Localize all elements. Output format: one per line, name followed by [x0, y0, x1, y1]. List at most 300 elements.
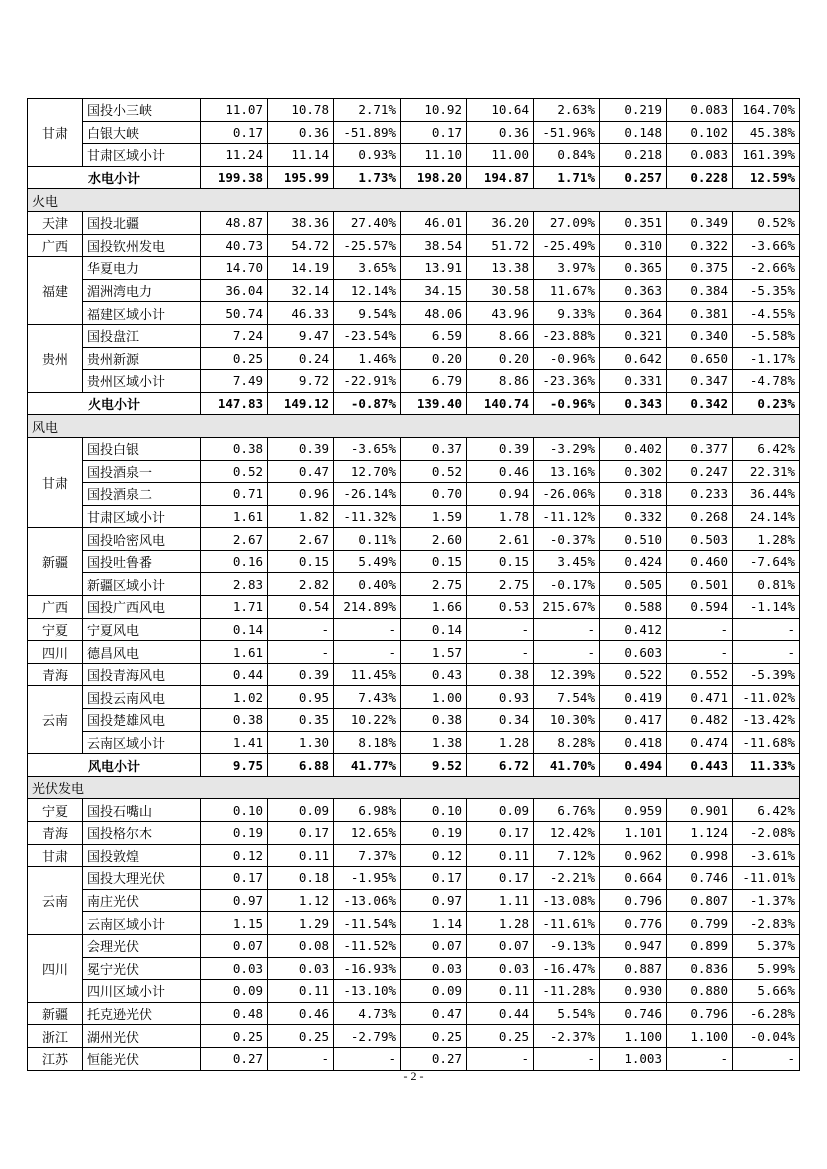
value-cell: 1.71: [201, 596, 268, 619]
value-cell: 0.09: [401, 980, 467, 1003]
plant-name: 国投楚雄风电: [83, 709, 201, 732]
value-cell: 2.75: [401, 573, 467, 596]
table-row: [28, 257, 800, 280]
value-cell: 0.15: [401, 550, 467, 573]
section-title: 风电: [28, 415, 800, 438]
value-cell: 0.38: [201, 709, 268, 732]
value-cell: -1.37%: [733, 889, 800, 912]
value-cell: 0.424: [600, 550, 667, 573]
value-cell: 27.09%: [534, 211, 600, 234]
value-cell: 7.37%: [334, 844, 401, 867]
value-cell: 0.10: [201, 799, 268, 822]
value-cell: 12.39%: [534, 663, 600, 686]
value-cell: 0.460: [667, 550, 733, 573]
value-cell: 0.18: [268, 867, 334, 890]
value-cell: 0.494: [600, 754, 667, 777]
plant-name: 贵州区域小计: [83, 370, 201, 393]
value-cell: 9.33%: [534, 302, 600, 325]
plant-name: 国投敦煌: [83, 844, 201, 867]
value-cell: -23.54%: [334, 324, 401, 347]
value-cell: 0.11: [467, 844, 534, 867]
value-cell: 0.03: [268, 957, 334, 980]
table-row: [28, 279, 800, 302]
plant-name: 贵州新源: [83, 347, 201, 370]
value-cell: 10.30%: [534, 709, 600, 732]
province-cell: 浙江: [28, 1025, 83, 1048]
value-cell: 0.44: [201, 663, 268, 686]
value-cell: 0.349: [667, 211, 733, 234]
value-cell: 0.36: [467, 121, 534, 144]
table-row: [28, 121, 800, 144]
value-cell: 0.36: [268, 121, 334, 144]
province-cell: 宁夏: [28, 799, 83, 822]
table-row: [28, 550, 800, 573]
value-cell: 1.30: [268, 731, 334, 754]
value-cell: 0.07: [201, 934, 268, 957]
value-cell: 194.87: [467, 166, 534, 189]
value-cell: 0.417: [600, 709, 667, 732]
table-row: [28, 822, 800, 845]
value-cell: 36.04: [201, 279, 268, 302]
value-cell: 0.268: [667, 505, 733, 528]
plant-name: 湖州光伏: [83, 1025, 201, 1048]
value-cell: 1.61: [201, 505, 268, 528]
value-cell: 9.75: [201, 754, 268, 777]
plant-name: 南庄光伏: [83, 889, 201, 912]
value-cell: 2.83: [201, 573, 268, 596]
value-cell: -23.88%: [534, 324, 600, 347]
plant-name: 国投钦州发电: [83, 234, 201, 257]
value-cell: 11.24: [201, 144, 268, 167]
value-cell: -25.57%: [334, 234, 401, 257]
table-row: [28, 596, 800, 619]
value-cell: -: [268, 1047, 334, 1070]
value-cell: 1.100: [600, 1025, 667, 1048]
value-cell: 1.15: [201, 912, 268, 935]
value-cell: 6.59: [401, 324, 467, 347]
value-cell: 140.74: [467, 392, 534, 415]
value-cell: 0.03: [401, 957, 467, 980]
value-cell: -11.61%: [534, 912, 600, 935]
value-cell: -6.28%: [733, 1002, 800, 1025]
value-cell: 0.233: [667, 483, 733, 506]
value-cell: -11.02%: [733, 686, 800, 709]
plant-name: 国投北疆: [83, 211, 201, 234]
value-cell: 0.930: [600, 980, 667, 1003]
value-cell: -26.06%: [534, 483, 600, 506]
value-cell: 0.35: [268, 709, 334, 732]
value-cell: 0.15: [268, 550, 334, 573]
value-cell: 46.33: [268, 302, 334, 325]
value-cell: 0.083: [667, 99, 733, 122]
province-cell: 甘肃: [28, 844, 83, 867]
value-cell: 0.17: [268, 822, 334, 845]
value-cell: 4.73%: [334, 1002, 401, 1025]
value-cell: 6.88: [268, 754, 334, 777]
value-cell: -23.36%: [534, 370, 600, 393]
plant-name: 国投哈密风电: [83, 528, 201, 551]
value-cell: 7.49: [201, 370, 268, 393]
table-row: [28, 347, 800, 370]
value-cell: 1.11: [467, 889, 534, 912]
value-cell: 0.11%: [334, 528, 401, 551]
value-cell: 12.42%: [534, 822, 600, 845]
value-cell: 0.419: [600, 686, 667, 709]
province-cell: 福建: [28, 257, 83, 325]
value-cell: -0.96%: [534, 347, 600, 370]
value-cell: 0.11: [268, 844, 334, 867]
value-cell: 0.94: [467, 483, 534, 506]
value-cell: -: [467, 618, 534, 641]
value-cell: 11.07: [201, 99, 268, 122]
table-row: [28, 144, 800, 167]
value-cell: 0.09: [467, 799, 534, 822]
table-row: [28, 370, 800, 393]
value-cell: 2.75: [467, 573, 534, 596]
value-cell: 1.29: [268, 912, 334, 935]
value-cell: 0.46: [268, 1002, 334, 1025]
value-cell: -: [467, 641, 534, 664]
value-cell: 0.402: [600, 437, 667, 460]
section-header-row: [28, 415, 800, 438]
table-row: [28, 663, 800, 686]
value-cell: 38.54: [401, 234, 467, 257]
value-cell: 0.09: [268, 799, 334, 822]
value-cell: 0.302: [600, 460, 667, 483]
value-cell: 6.42%: [733, 799, 800, 822]
value-cell: 0.347: [667, 370, 733, 393]
plant-name: 国投吐鲁番: [83, 550, 201, 573]
value-cell: 0.17: [467, 822, 534, 845]
value-cell: 43.96: [467, 302, 534, 325]
value-cell: 6.42%: [733, 437, 800, 460]
province-cell: 江苏: [28, 1047, 83, 1070]
value-cell: 0.505: [600, 573, 667, 596]
plant-name: 国投石嘴山: [83, 799, 201, 822]
value-cell: 6.72: [467, 754, 534, 777]
value-cell: 195.99: [268, 166, 334, 189]
value-cell: -11.01%: [733, 867, 800, 890]
value-cell: 161.39%: [733, 144, 800, 167]
province-cell: 新疆: [28, 528, 83, 596]
value-cell: 0.52%: [733, 211, 800, 234]
value-cell: 14.70: [201, 257, 268, 280]
plant-name: 白银大峡: [83, 121, 201, 144]
table-row: [28, 1047, 800, 1070]
value-cell: 0.53: [467, 596, 534, 619]
table-row: [28, 641, 800, 664]
value-cell: -9.13%: [534, 934, 600, 957]
subtotal-row: [28, 166, 800, 189]
value-cell: 51.72: [467, 234, 534, 257]
section-header-row: [28, 776, 800, 799]
table-row: [28, 505, 800, 528]
table-row: [28, 211, 800, 234]
value-cell: 13.91: [401, 257, 467, 280]
value-cell: 0.588: [600, 596, 667, 619]
value-cell: -2.08%: [733, 822, 800, 845]
value-cell: 0.474: [667, 731, 733, 754]
plant-name: 云南区域小计: [83, 731, 201, 754]
value-cell: 0.27: [201, 1047, 268, 1070]
value-cell: -0.37%: [534, 528, 600, 551]
value-cell: 2.63%: [534, 99, 600, 122]
value-cell: 199.38: [201, 166, 268, 189]
value-cell: 1.14: [401, 912, 467, 935]
value-cell: -: [334, 641, 401, 664]
value-cell: 30.58: [467, 279, 534, 302]
value-cell: 0.14: [401, 618, 467, 641]
value-cell: 1.02: [201, 686, 268, 709]
value-cell: 9.47: [268, 324, 334, 347]
power-generation-table: [27, 98, 800, 1071]
value-cell: -25.49%: [534, 234, 600, 257]
table-row: [28, 324, 800, 347]
value-cell: -: [667, 641, 733, 664]
value-cell: 0.09: [201, 980, 268, 1003]
value-cell: 1.003: [600, 1047, 667, 1070]
subtotal-label: 水电小计: [28, 166, 201, 189]
value-cell: 0.52: [401, 460, 467, 483]
value-cell: 0.247: [667, 460, 733, 483]
value-cell: 7.12%: [534, 844, 600, 867]
value-cell: 0.962: [600, 844, 667, 867]
value-cell: 0.887: [600, 957, 667, 980]
value-cell: 0.93: [467, 686, 534, 709]
value-cell: 6.98%: [334, 799, 401, 822]
value-cell: 40.73: [201, 234, 268, 257]
value-cell: 0.70: [401, 483, 467, 506]
table-row: [28, 460, 800, 483]
section-title: 火电: [28, 189, 800, 212]
value-cell: 0.39: [268, 437, 334, 460]
value-cell: 0.148: [600, 121, 667, 144]
value-cell: 1.59: [401, 505, 467, 528]
value-cell: 0.340: [667, 324, 733, 347]
plant-name: 宁夏风电: [83, 618, 201, 641]
value-cell: 0.08: [268, 934, 334, 957]
value-cell: 0.218: [600, 144, 667, 167]
value-cell: 1.12: [268, 889, 334, 912]
plant-name: 冕宁光伏: [83, 957, 201, 980]
value-cell: 2.82: [268, 573, 334, 596]
value-cell: 0.24: [268, 347, 334, 370]
plant-name: 国投青海风电: [83, 663, 201, 686]
value-cell: 1.28: [467, 731, 534, 754]
value-cell: 0.365: [600, 257, 667, 280]
value-cell: -7.64%: [733, 550, 800, 573]
plant-name: 会理光伏: [83, 934, 201, 957]
value-cell: 0.38: [401, 709, 467, 732]
value-cell: 0.102: [667, 121, 733, 144]
value-cell: 10.78: [268, 99, 334, 122]
value-cell: 0.17: [201, 121, 268, 144]
value-cell: 0.899: [667, 934, 733, 957]
value-cell: 6.76%: [534, 799, 600, 822]
value-cell: 2.67: [201, 528, 268, 551]
value-cell: 1.00: [401, 686, 467, 709]
value-cell: 1.66: [401, 596, 467, 619]
plant-name: 华夏电力: [83, 257, 201, 280]
value-cell: 0.20: [467, 347, 534, 370]
value-cell: 1.38: [401, 731, 467, 754]
value-cell: 0.377: [667, 437, 733, 460]
value-cell: -2.37%: [534, 1025, 600, 1048]
value-cell: 0.25: [201, 1025, 268, 1048]
value-cell: 0.97: [401, 889, 467, 912]
value-cell: -11.32%: [334, 505, 401, 528]
value-cell: 11.10: [401, 144, 467, 167]
value-cell: 164.70%: [733, 99, 800, 122]
value-cell: 0.650: [667, 347, 733, 370]
value-cell: -16.93%: [334, 957, 401, 980]
value-cell: 11.45%: [334, 663, 401, 686]
value-cell: 12.59%: [733, 166, 800, 189]
value-cell: -: [667, 1047, 733, 1070]
table-row: [28, 234, 800, 257]
value-cell: 0.10: [401, 799, 467, 822]
value-cell: 0.322: [667, 234, 733, 257]
value-cell: 0.03: [467, 957, 534, 980]
table-row: [28, 980, 800, 1003]
plant-name: 托克逊光伏: [83, 1002, 201, 1025]
value-cell: 0.71: [201, 483, 268, 506]
value-cell: 8.28%: [534, 731, 600, 754]
plant-name: 福建区域小计: [83, 302, 201, 325]
value-cell: 3.45%: [534, 550, 600, 573]
value-cell: 7.43%: [334, 686, 401, 709]
value-cell: 0.11: [268, 980, 334, 1003]
value-cell: 0.746: [667, 867, 733, 890]
value-cell: 0.12: [201, 844, 268, 867]
plant-name: 恒能光伏: [83, 1047, 201, 1070]
table-row: [28, 709, 800, 732]
plant-name: 国投酒泉一: [83, 460, 201, 483]
province-cell: 广西: [28, 234, 83, 257]
value-cell: 0.836: [667, 957, 733, 980]
value-cell: -11.68%: [733, 731, 800, 754]
plant-name: 湄洲湾电力: [83, 279, 201, 302]
value-cell: 0.14: [201, 618, 268, 641]
province-cell: 青海: [28, 822, 83, 845]
value-cell: 0.25: [268, 1025, 334, 1048]
value-cell: 1.28%: [733, 528, 800, 551]
value-cell: -3.66%: [733, 234, 800, 257]
value-cell: 1.73%: [334, 166, 401, 189]
value-cell: -: [733, 641, 800, 664]
value-cell: -22.91%: [334, 370, 401, 393]
table-row: [28, 686, 800, 709]
value-cell: 3.65%: [334, 257, 401, 280]
value-cell: 5.54%: [534, 1002, 600, 1025]
value-cell: -2.83%: [733, 912, 800, 935]
value-cell: 0.38: [467, 663, 534, 686]
value-cell: -51.96%: [534, 121, 600, 144]
value-cell: 0.47: [401, 1002, 467, 1025]
value-cell: 1.101: [600, 822, 667, 845]
value-cell: 0.746: [600, 1002, 667, 1025]
subtotal-row: [28, 392, 800, 415]
value-cell: 0.603: [600, 641, 667, 664]
province-cell: 新疆: [28, 1002, 83, 1025]
value-cell: 0.381: [667, 302, 733, 325]
value-cell: 0.318: [600, 483, 667, 506]
value-cell: -0.04%: [733, 1025, 800, 1048]
value-cell: -0.87%: [334, 392, 401, 415]
plant-name: 国投云南风电: [83, 686, 201, 709]
value-cell: 0.37: [401, 437, 467, 460]
value-cell: 0.19: [401, 822, 467, 845]
province-cell: 甘肃: [28, 437, 83, 527]
value-cell: 0.20: [401, 347, 467, 370]
value-cell: 0.81%: [733, 573, 800, 596]
value-cell: 12.65%: [334, 822, 401, 845]
value-cell: 0.418: [600, 731, 667, 754]
value-cell: 0.34: [467, 709, 534, 732]
province-cell: 四川: [28, 641, 83, 664]
value-cell: 8.66: [467, 324, 534, 347]
province-cell: 云南: [28, 867, 83, 935]
value-cell: 12.14%: [334, 279, 401, 302]
plant-name: 新疆区域小计: [83, 573, 201, 596]
value-cell: 0.219: [600, 99, 667, 122]
value-cell: -11.52%: [334, 934, 401, 957]
value-cell: -2.21%: [534, 867, 600, 890]
province-cell: 天津: [28, 211, 83, 234]
value-cell: 10.64: [467, 99, 534, 122]
value-cell: 11.67%: [534, 279, 600, 302]
value-cell: -16.47%: [534, 957, 600, 980]
value-cell: 46.01: [401, 211, 467, 234]
value-cell: -3.61%: [733, 844, 800, 867]
value-cell: 0.15: [467, 550, 534, 573]
value-cell: 36.20: [467, 211, 534, 234]
value-cell: 7.54%: [534, 686, 600, 709]
value-cell: -4.78%: [733, 370, 800, 393]
value-cell: -1.95%: [334, 867, 401, 890]
province-cell: 甘肃: [28, 99, 83, 167]
value-cell: 48.87: [201, 211, 268, 234]
value-cell: 1.57: [401, 641, 467, 664]
value-cell: 0.642: [600, 347, 667, 370]
value-cell: -3.65%: [334, 437, 401, 460]
value-cell: -5.58%: [733, 324, 800, 347]
value-cell: 0.07: [467, 934, 534, 957]
value-cell: 10.22%: [334, 709, 401, 732]
value-cell: 0.25: [401, 1025, 467, 1048]
value-cell: 0.799: [667, 912, 733, 935]
value-cell: 0.93%: [334, 144, 401, 167]
value-cell: 215.67%: [534, 596, 600, 619]
value-cell: 32.14: [268, 279, 334, 302]
value-cell: 9.54%: [334, 302, 401, 325]
table-row: [28, 731, 800, 754]
plant-name: 德昌风电: [83, 641, 201, 664]
value-cell: 9.72: [268, 370, 334, 393]
value-cell: 24.14%: [733, 505, 800, 528]
plant-name: 甘肃区域小计: [83, 144, 201, 167]
value-cell: 0.38: [201, 437, 268, 460]
value-cell: -2.66%: [733, 257, 800, 280]
value-cell: 10.92: [401, 99, 467, 122]
value-cell: 2.71%: [334, 99, 401, 122]
table-row: [28, 844, 800, 867]
table-row: [28, 437, 800, 460]
value-cell: -11.28%: [534, 980, 600, 1003]
value-cell: 13.16%: [534, 460, 600, 483]
value-cell: 0.25: [201, 347, 268, 370]
table-row: [28, 867, 800, 890]
